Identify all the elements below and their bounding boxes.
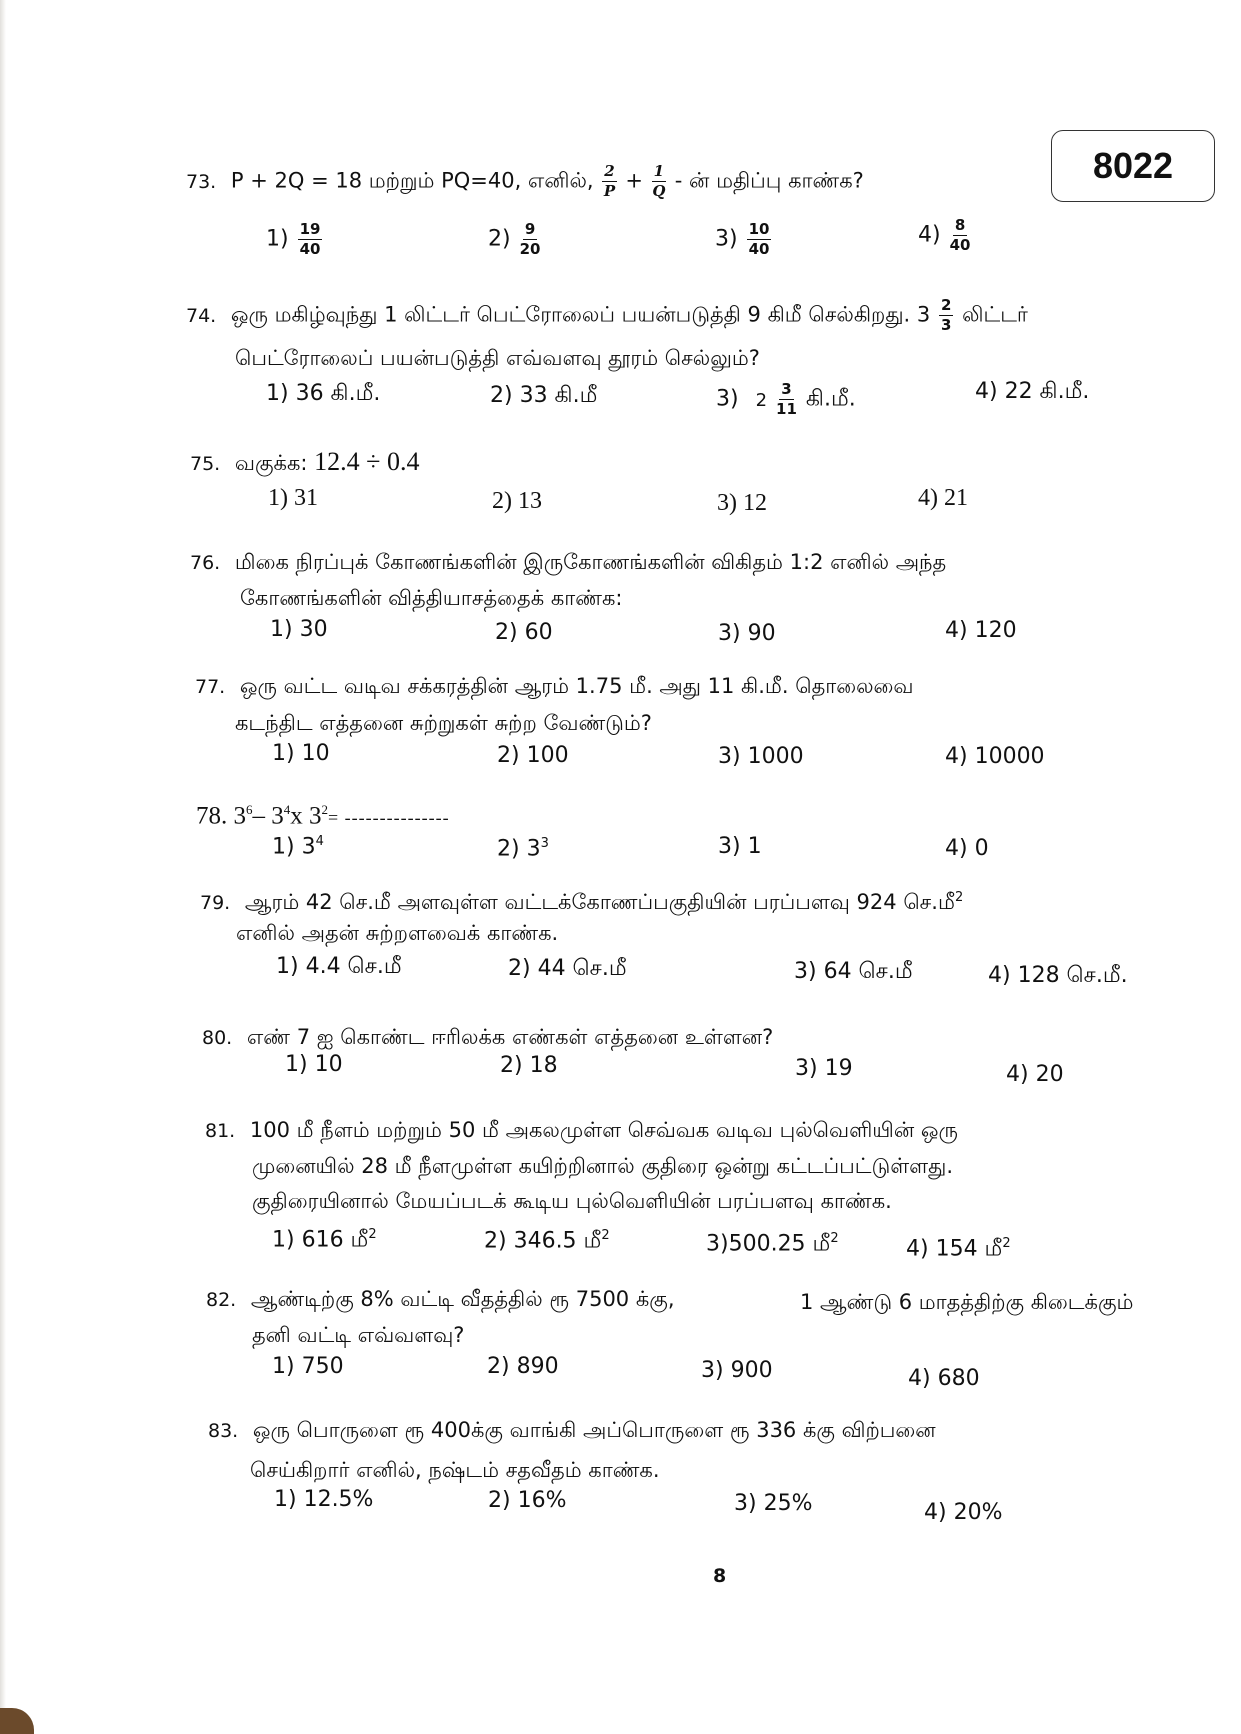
option-1: 1) 12.5% xyxy=(274,1487,374,1512)
paper-code-box xyxy=(1051,130,1215,202)
option-1: 1) 750 xyxy=(272,1354,344,1379)
option-3: 3) 1 xyxy=(718,834,762,859)
option-3: 3) 19 xyxy=(795,1056,853,1081)
option-3: 3) 64 செ.மீ xyxy=(794,959,913,984)
question-77-line-1: 77. ஒரு வட்ட வடிவ சக்கரத்தின் ஆரம் 1.75 மீ. அது 11 கி.மீ. தொலைவை xyxy=(195,674,914,698)
fraction: $\frac{19}{40}$ xyxy=(299,220,321,258)
question-81-line-3: குதிரையினால் மேயப்படக் கூடிய புல்வெளியின் பரப்பளவு காண்க. xyxy=(252,1189,892,1213)
option-4: 4) 128 செ.மீ. xyxy=(988,963,1128,988)
option-1: 1) 30 xyxy=(270,617,328,642)
option-2: 2) 16% xyxy=(488,1488,567,1513)
option-2: 2) 33 கி.மீ xyxy=(490,383,598,408)
fraction: $\frac{8}{40}$ xyxy=(949,216,971,254)
option-1: 1) 10 xyxy=(272,741,330,766)
option-4: 4) 10000 xyxy=(945,744,1045,769)
question-82-line-1: 82. ஆண்டிற்கு 8% வட்டி வீதத்தில் ரூ 7500 க்கு, xyxy=(206,1287,675,1311)
option-2: 2) 346.5 மீ$^2$ xyxy=(484,1228,610,1254)
question-74-line-2: பெட்ரோலைப் பயன்படுத்தி எவ்வளவு தூரம் செல்லும்? xyxy=(235,346,760,370)
option-4: 4) 120 xyxy=(945,618,1017,643)
question-80-text: 80. எண் 7 ஐ கொண்ட ஈரிலக்க எண்கள் எத்தனை உள்ளன? xyxy=(202,1025,774,1049)
question-77-line-2: கடந்திட எத்தனை சுற்றுகள் சுற்ற வேண்டும்? xyxy=(235,711,652,735)
option-2: 2) 18 xyxy=(500,1053,558,1078)
option-2: 2) 890 xyxy=(487,1354,559,1379)
question-78-text: 78. $3^6-$ $3^4x$ $3^2=$ --------------- xyxy=(196,802,450,830)
fraction: $\frac{9}{20}$ xyxy=(519,220,541,258)
page-number: 8 xyxy=(713,1565,727,1587)
option-4: 4) 20% xyxy=(924,1500,1003,1525)
fraction: $\frac{2}{P}$ xyxy=(603,162,616,200)
question-83-line-2: செய்கிறார் எனில், நஷ்டம் சதவீதம் காண்க. xyxy=(250,1458,660,1482)
option-2: 2) $\frac{9}{20}$ xyxy=(488,220,541,258)
option-4: 4) 20 xyxy=(1006,1062,1064,1087)
fraction: $\frac{1}{Q}$ xyxy=(652,162,666,200)
option-1: 1) 31 xyxy=(268,485,318,511)
fraction: $\frac{2}{3}$ xyxy=(940,296,952,334)
option-2: 2) 13 xyxy=(492,488,542,514)
paper-code: 8022 xyxy=(1092,145,1174,186)
option-3: 3) 1000 xyxy=(718,744,804,769)
question-79-line-2: எனில் அதன் சுற்றளவைக் காண்க. xyxy=(236,921,559,945)
question-81-line-2: முனையில் 28 மீ நீளமுள்ள கயிற்றினால் குதிரை ஒன்று கட்டப்பட்டுள்ளது. xyxy=(252,1154,954,1178)
option-3: 3) 25% xyxy=(734,1491,813,1516)
option-3: 3) 2 $\frac{3}{11}$ கி.மீ. xyxy=(716,380,856,418)
option-1: 1) 4.4 செ.மீ xyxy=(276,954,402,979)
option-1: 1) 616 மீ$^2$ xyxy=(272,1227,377,1253)
fraction: $\frac{10}{40}$ xyxy=(748,220,770,258)
question-76-line-2: கோணங்களின் வித்தியாசத்தைக் காண்க: xyxy=(240,586,623,610)
option-4: 4) 680 xyxy=(908,1366,980,1391)
option-2: 2) 44 செ.மீ xyxy=(508,956,627,981)
question-76-line-1: 76. மிகை நிரப்புக் கோணங்களின் இருகோணங்களின் விகிதம் 1:2 எனில் அந்த xyxy=(190,550,947,574)
option-2: 2) 60 xyxy=(495,620,553,645)
option-4: 4) 0 xyxy=(945,836,989,861)
question-83-line-1: 83. ஒரு பொருளை ரூ 400க்கு வாங்கி அப்பொருளை ரூ 336 க்கு விற்பனை xyxy=(208,1418,936,1442)
option-4: 4) 22 கி.மீ. xyxy=(975,379,1090,404)
option-4: 4) 21 xyxy=(918,485,968,511)
option-3: 3) 900 xyxy=(701,1358,773,1383)
option-3: 3) 90 xyxy=(718,621,776,646)
option-1: 1) $3^4$ xyxy=(272,834,324,860)
question-74-line-1: 74. ஒரு மகிழ்வுந்து 1 லிட்டர் பெட்ரோலைப் பயன்படுத்தி 9 கிமீ செல்கிறது. 3 $\frac{2}{3}$ லிட்டர் xyxy=(186,296,1028,334)
question-75-text: 75. வகுக்க: 12.4 ÷ 0.4 xyxy=(190,447,420,476)
option-3: 3)500.25 மீ$^2$ xyxy=(706,1231,839,1257)
question-82-line-2: தனி வட்டி எவ்வளவு? xyxy=(252,1323,465,1347)
option-4: 4) $\frac{8}{40}$ xyxy=(918,216,971,254)
option-4: 4) 154 மீ$^2$ xyxy=(906,1236,1011,1262)
option-3: 3) $\frac{10}{40}$ xyxy=(715,220,770,258)
question-73-text: 73. P + 2Q = 18 மற்றும் PQ=40, எனில், $\frac{2}{P}$ + $\frac{1}{Q}$ - ன் மதிப்பு காண்க? xyxy=(186,162,864,200)
fraction: $\frac{3}{11}$ xyxy=(776,380,797,418)
question-82-line-1-end: 1 ஆண்டு 6 மாதத்திற்கு கிடைக்கும் xyxy=(800,1290,1134,1314)
expression: 12.4 ÷ 0.4 xyxy=(314,447,420,476)
question-81-line-1: 81. 100 மீ நீளம் மற்றும் 50 மீ அகலமுள்ள செவ்வக வடிவ புல்வெளியின் ஒரு xyxy=(205,1118,958,1142)
option-2: 2) 100 xyxy=(497,743,569,768)
option-1: 1) 36 கி.மீ. xyxy=(266,381,381,406)
page-corner-background xyxy=(0,1708,34,1734)
option-3: 3) 12 xyxy=(717,490,767,516)
option-1: 1) $\frac{19}{40}$ xyxy=(266,220,321,258)
page-edge-shadow xyxy=(0,0,6,1734)
option-1: 1) 10 xyxy=(285,1052,343,1077)
option-2: 2) $3^3$ xyxy=(497,836,549,862)
question-79-line-1: 79. ஆரம் 42 செ.மீ அளவுள்ள வட்டக்கோணப்பகுதியின் பரப்பளவு 924 செ.மீ$^2$ xyxy=(200,890,964,914)
